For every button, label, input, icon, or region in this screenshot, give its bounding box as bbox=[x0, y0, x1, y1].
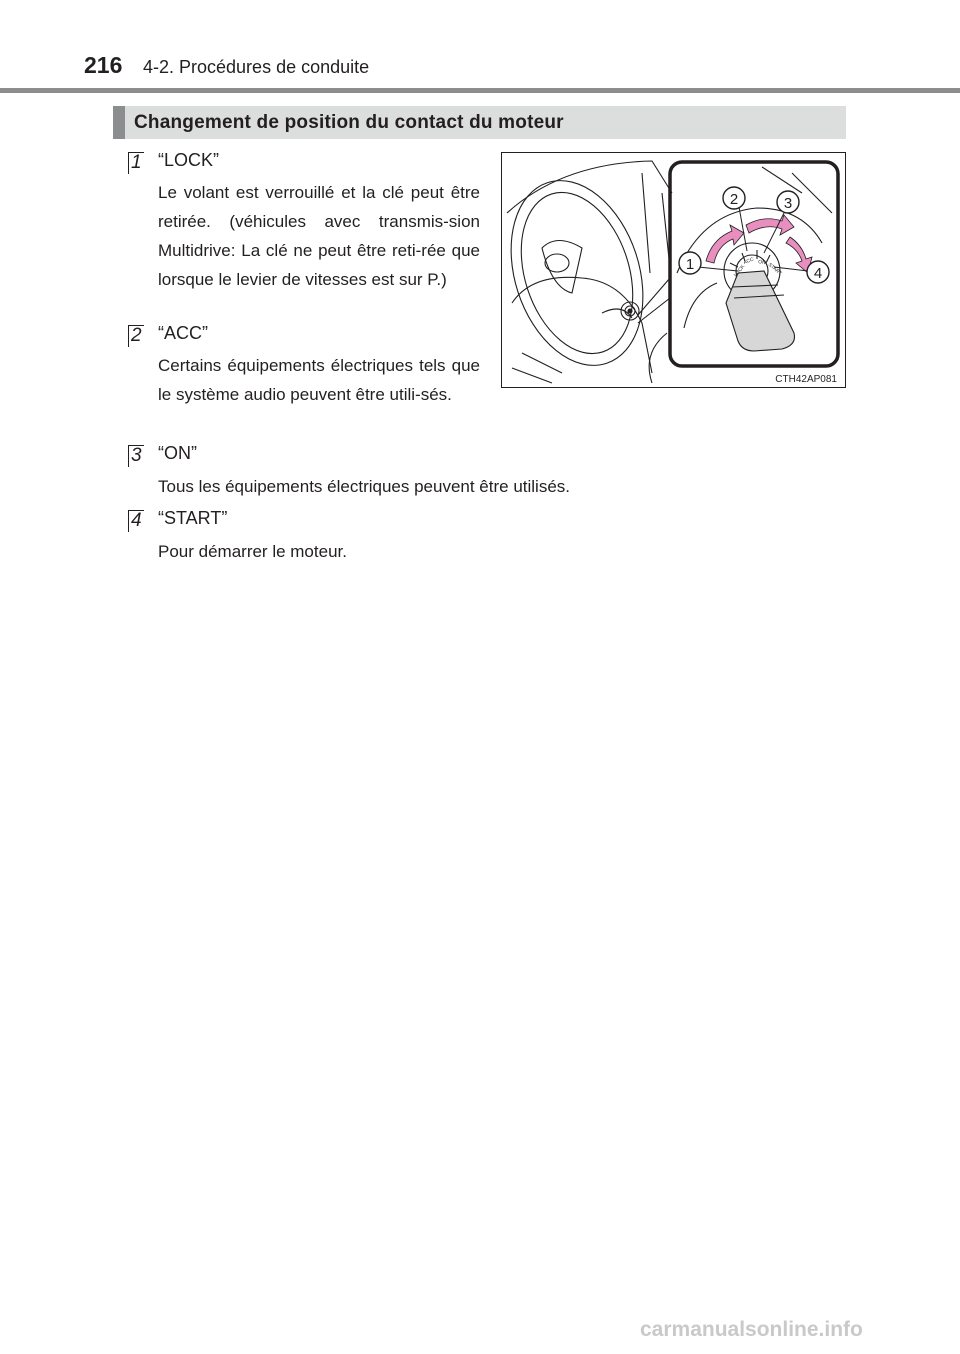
section-heading bbox=[113, 106, 846, 139]
item-2-body: Certains équipements électriques tels que le système audio peuvent être utili-sés. bbox=[158, 356, 480, 404]
item-4-number-badge: 4 bbox=[128, 510, 144, 532]
item-2-title: “ACC” bbox=[158, 323, 208, 343]
switch-label-acc: ACC bbox=[742, 256, 755, 266]
callout-3: 3 bbox=[783, 195, 793, 212]
key bbox=[726, 271, 795, 351]
item-2-number-badge: 2 bbox=[128, 325, 144, 347]
item-1-number-badge: 1 bbox=[128, 152, 144, 174]
steering-wheel bbox=[502, 163, 665, 382]
item-3-body: Tous les équipements électriques peuvent être utilisés. bbox=[158, 477, 571, 496]
callout-2: 2 bbox=[729, 191, 739, 208]
item-1-title: “LOCK” bbox=[158, 150, 220, 170]
figure-illustration bbox=[502, 153, 845, 387]
switch-label-on: ON bbox=[757, 259, 767, 267]
section-heading-text: Changement de position du contact du moteur bbox=[134, 112, 564, 133]
callout-4: 4 bbox=[813, 265, 823, 282]
item-3-title: “ON” bbox=[158, 443, 197, 463]
item-1-body: Le volant est verrouillé et la clé peut être retirée. (véhicules avec transmis-sion Multidrive: La clé ne peut être reti-rée que lorsque le levier de vitesses est sur P.) bbox=[158, 183, 480, 289]
item-4-body: Pour démarrer le moteur. bbox=[158, 542, 347, 561]
dashboard-line bbox=[507, 161, 672, 213]
rotation-arrow-2 bbox=[746, 215, 794, 235]
callout-1: 1 bbox=[685, 256, 695, 273]
ignition-switch-figure bbox=[501, 152, 846, 388]
header-rule bbox=[0, 88, 960, 93]
figure-code: CTH42AP081 bbox=[775, 374, 837, 385]
page-number: 216 bbox=[84, 52, 123, 78]
switch-label-lock: LOCK bbox=[732, 263, 747, 279]
item-4-title: “START” bbox=[158, 508, 228, 528]
rotation-arrow-1 bbox=[706, 225, 744, 263]
switch-label-start: START bbox=[766, 261, 783, 277]
chapter-title: 4-2. Procédures de conduite bbox=[143, 57, 370, 77]
item-3-number-badge: 3 bbox=[128, 445, 144, 467]
watermark: carmanualsonline.info bbox=[640, 1318, 863, 1341]
